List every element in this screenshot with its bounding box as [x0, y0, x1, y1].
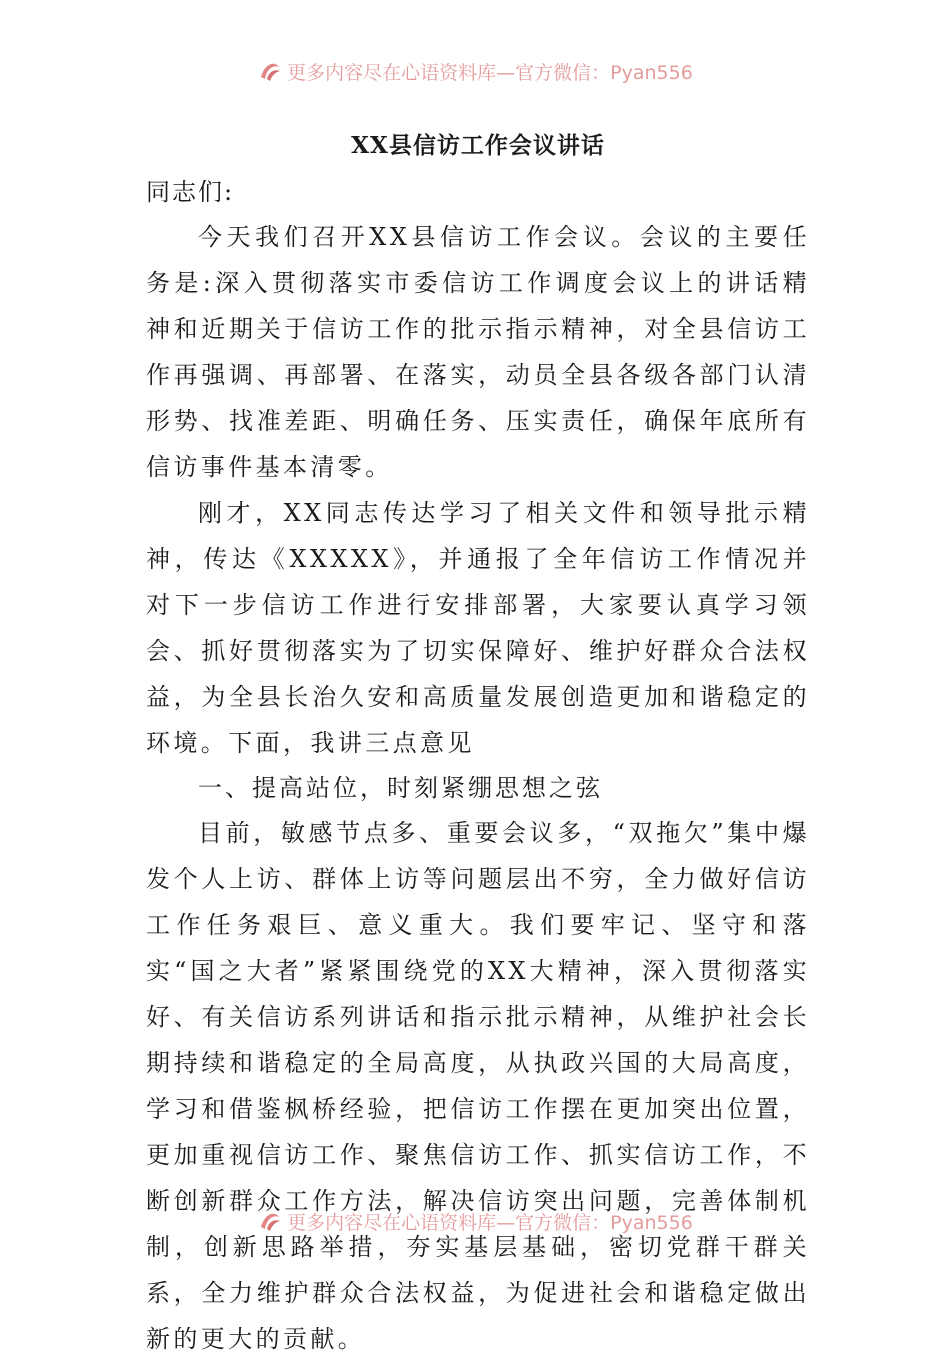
document-title: XX县信访工作会议讲话 [351, 132, 605, 159]
salutation: 同志们: [146, 178, 235, 206]
document-body [146, 122, 810, 1362]
logo-icon [257, 59, 283, 83]
paragraph: 刚才，XX同志传达学习了相关文件和领导批示精神，传达《XXXXX》，并通报了全年信访工作情况并对下一步信访工作进行安排部署，大家要认真学习领会、抓好贯彻落实为了切实保障好、维护好群众合法权益，为全县长治久安和高质量发展创造更加和谐稳定的环境。下面，我讲三点意见 [146, 499, 810, 757]
watermark-footer [0, 1206, 950, 1236]
watermark-text: 更多内容尽在心语资料库—官方微信：Pyan556 [287, 1211, 693, 1234]
logo-icon [257, 1209, 283, 1233]
paragraph: 目前，敏感节点多、重要会议多，“双拖欠”集中爆发个人上访、群体上访等问题层出不穷，全力做好信访工作任务艰巨、意义重大。我们要牢记、坚守和落实“国之大者”紧紧围绕党的XX大精神，深入贯彻落实好、有关信访系列讲话和指示批示精神，从维护社会长期持续和谐稳定的全局高度，从执政兴国的大局高度，学习和借鉴枫桥经验，把信访工作摆在更加突出位置，更加重视信访工作、聚焦信访工作、抓实信访工作，不断创新群众工作方法，解决信访突出问题，完善体制机制，创新思路举措，夯实基层基础，密切党群干群关系，全力维护群众合法权益，为促进社会和谐稳定做出新的更大的贡献。 [146, 819, 810, 1353]
section-heading: 一、提高站位，时刻紧绷思想之弦 [198, 774, 603, 802]
watermark-text: 更多内容尽在心语资料库—官方微信：Pyan556 [287, 61, 693, 84]
paragraph: 今天我们召开XX县信访工作会议。会议的主要任务是:深入贯彻落实市委信访工作调度会议上的讲话精神和近期关于信访工作的批示指示精神，对全县信访工作再强调、再部署、在落实，动员全县各级各部门认清形势、找准差距、明确任务、压实责任，确保年底所有信访事件基本清零。 [146, 223, 810, 481]
watermark-header [0, 56, 950, 86]
